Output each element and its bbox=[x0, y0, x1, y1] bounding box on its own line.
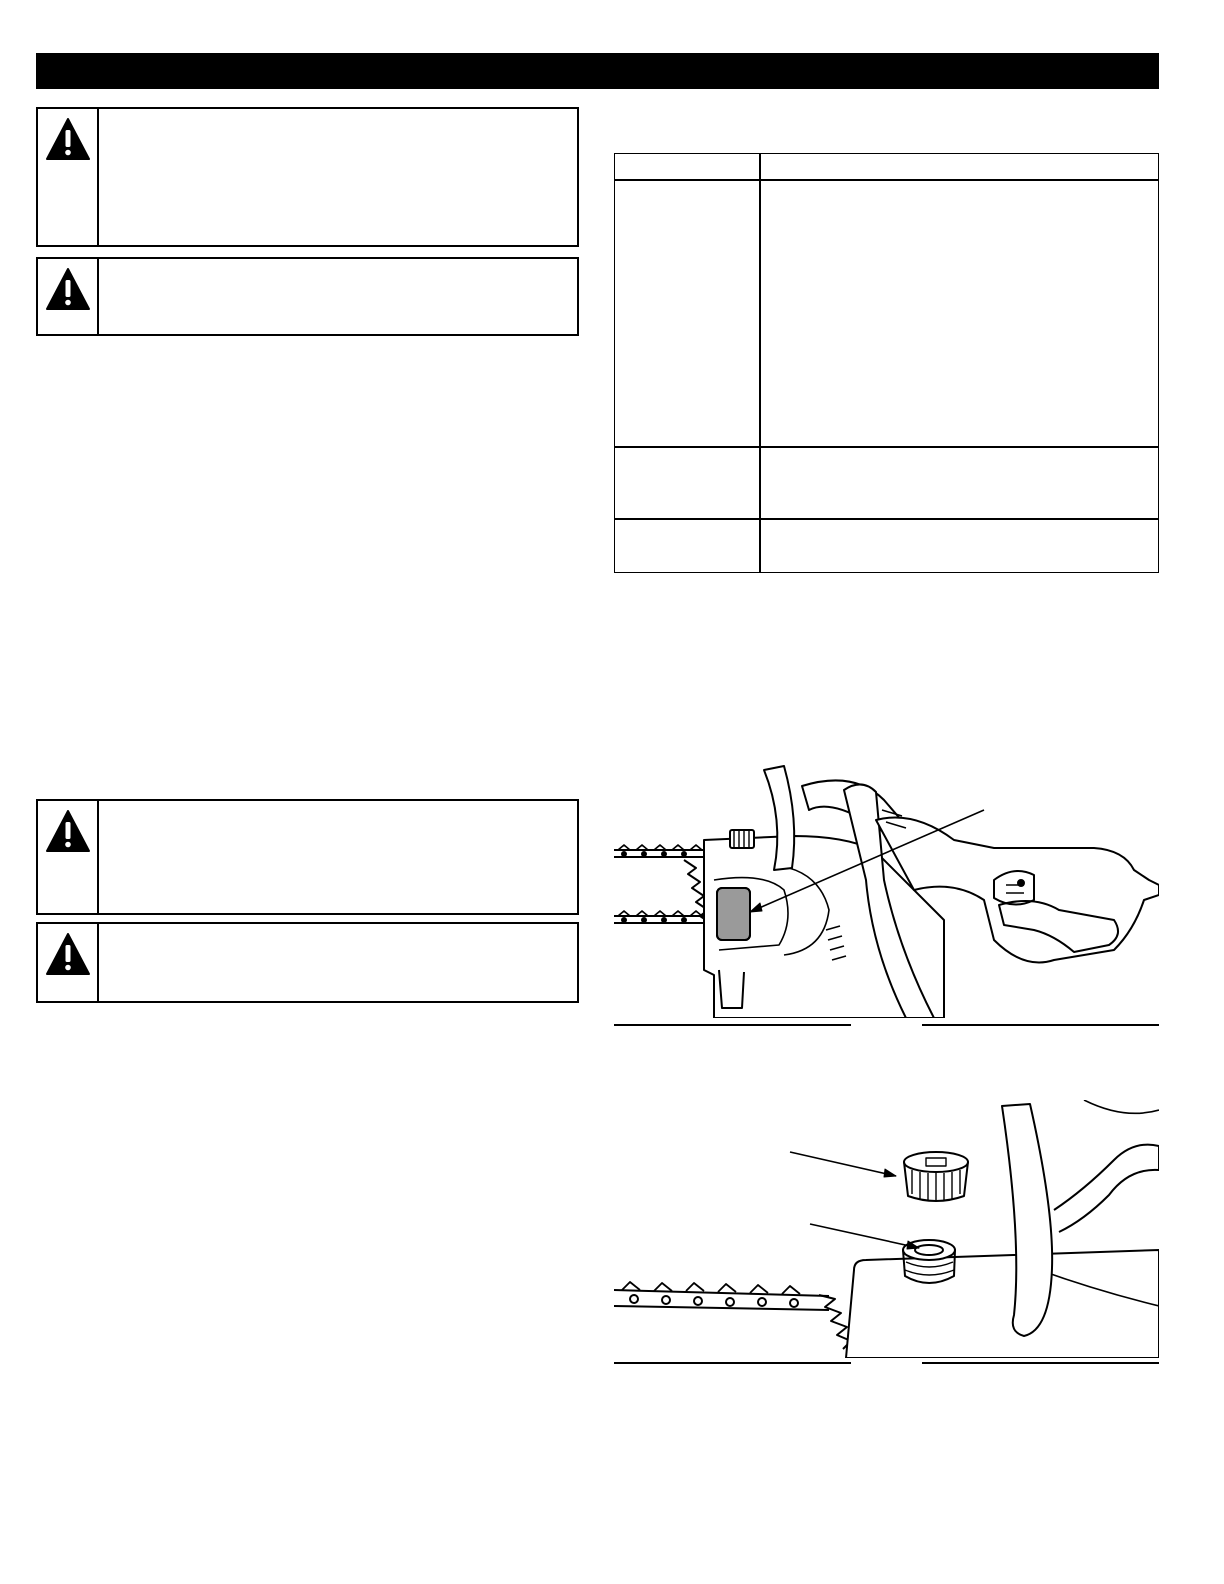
figure-caption-rule-right bbox=[922, 1024, 1159, 1026]
warning-box-1 bbox=[36, 107, 579, 247]
saw-chain bbox=[614, 1282, 829, 1310]
chainsaw-oil-window-figure bbox=[614, 760, 1159, 1020]
warning-triangle-icon bbox=[45, 267, 91, 311]
table-row-divider bbox=[615, 446, 1158, 448]
warning-triangle-icon bbox=[45, 809, 91, 853]
oil-cap bbox=[904, 1152, 968, 1201]
cap-callout-leader bbox=[790, 1152, 896, 1176]
table-header-divider bbox=[615, 179, 1158, 181]
warning-triangle-icon bbox=[45, 932, 91, 976]
warning-box-4 bbox=[36, 922, 579, 1003]
warning-icon-cell bbox=[38, 924, 99, 1001]
table-column-divider bbox=[759, 154, 761, 572]
oil-level-window bbox=[717, 888, 750, 940]
neck-callout-leader bbox=[810, 1224, 919, 1248]
oil-cap bbox=[730, 830, 754, 848]
warning-box-2 bbox=[36, 257, 579, 336]
figure-caption-rule-left bbox=[614, 1362, 851, 1364]
warning-icon-cell bbox=[38, 259, 99, 334]
figure-caption-rule-right bbox=[922, 1362, 1159, 1364]
bumper-spikes bbox=[819, 1295, 851, 1349]
section-header-bar bbox=[36, 53, 1159, 89]
table-row-divider bbox=[615, 518, 1158, 520]
warning-icon-cell bbox=[38, 109, 99, 245]
figure-caption-rule-left bbox=[614, 1024, 851, 1026]
oil-cap-removal-figure bbox=[614, 1100, 1159, 1360]
warning-icon-cell bbox=[38, 801, 99, 913]
warning-box-3 bbox=[36, 799, 579, 915]
saw-chain bbox=[614, 845, 706, 923]
motor-housing bbox=[846, 1250, 1159, 1358]
spec-table bbox=[614, 153, 1159, 573]
warning-triangle-icon bbox=[45, 117, 91, 161]
